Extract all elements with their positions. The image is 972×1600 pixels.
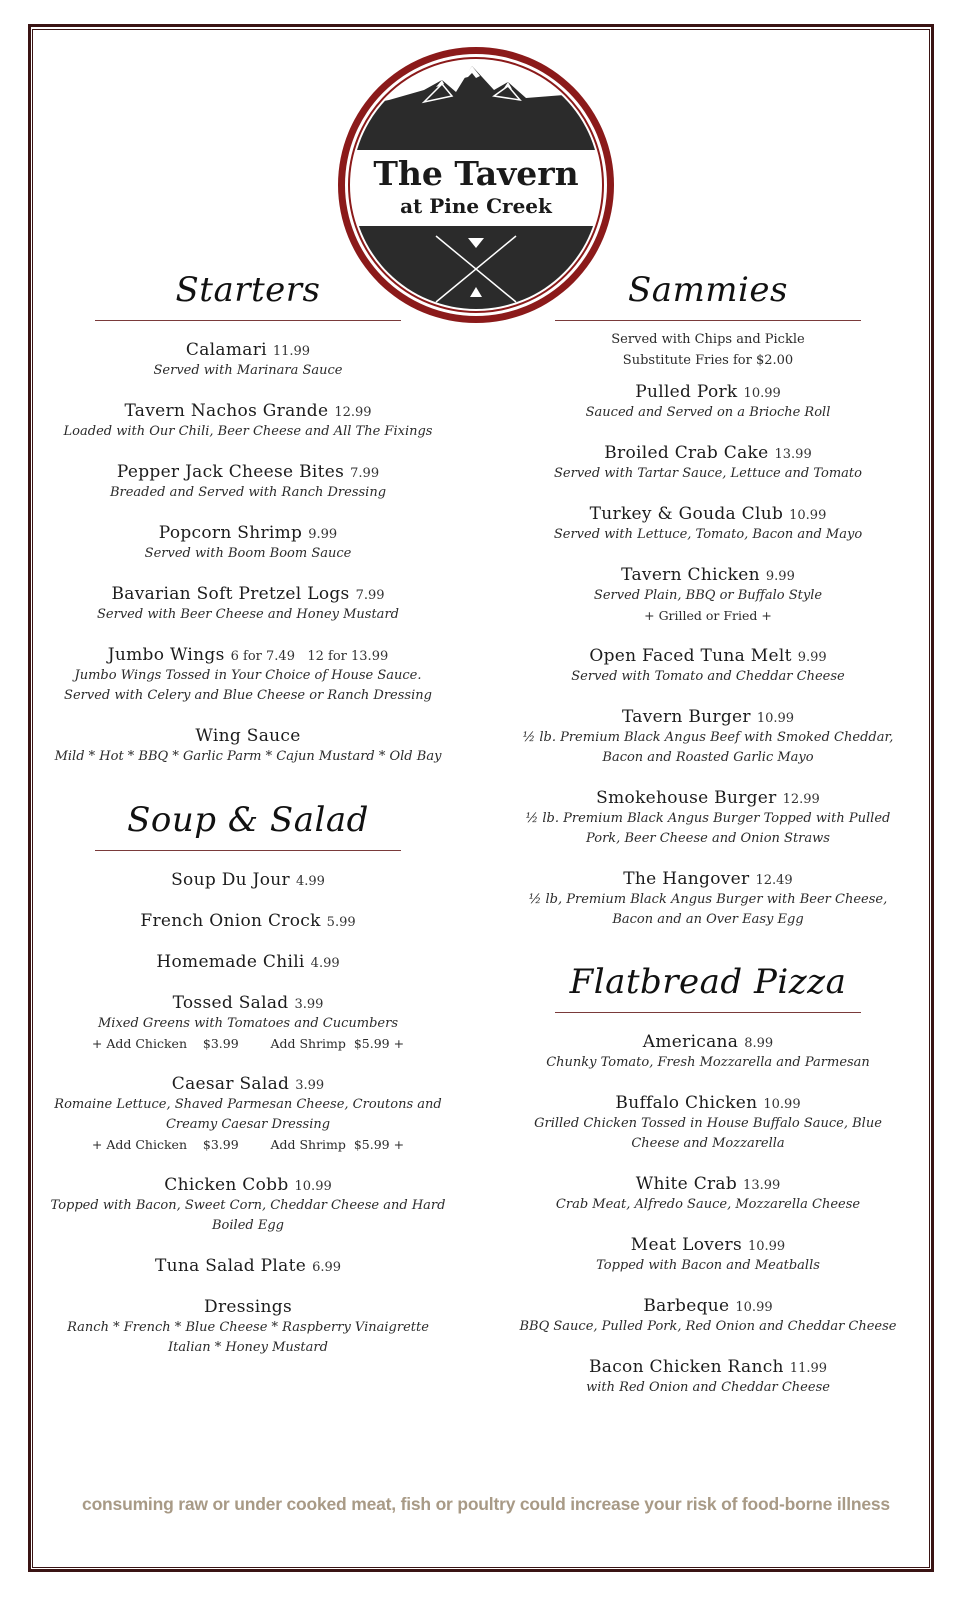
sammies-intro [512,329,904,371]
menu-item-description: Italian * Honey Mustard [168,1340,328,1355]
menu-item-name: Turkey & Gouda Club [589,504,784,524]
menu-item-name: Soup Du Jour [171,870,290,890]
menu-item-name: Tavern Burger [621,707,751,727]
menu-item-description: ½ lb, Premium Black Angus Burger with Beer Cheese, [528,892,888,907]
menu-item-description: Jumbo Wings Tossed in Your Choice of House Sauce. [74,668,422,683]
menu-item-heading [50,461,446,483]
menu-item [512,503,904,545]
menu-item-price: 10.99 [763,1097,801,1112]
menu-item-addon-note: + Grilled or Fried + [644,608,772,623]
menu-item [512,868,904,930]
menu-item-heading [512,1295,904,1317]
menu-item-name: Jumbo Wings [107,645,225,665]
sammies-list [512,381,904,930]
menu-item [512,645,904,687]
menu-item-price: 10.99 [756,711,795,726]
menu-item-heading [50,1255,446,1277]
menu-item-name: The Hangover [623,869,750,889]
menu-item-heading [512,1356,904,1378]
menu-item-price: 3.99 [294,997,324,1012]
menu-item-description: Sauced and Served on a Brioche Roll [585,405,831,420]
menu-item-name: Bacon Chicken Ranch [588,1357,784,1377]
menu-item-price: 9.99 [765,569,795,584]
menu-item-heading [50,522,446,544]
menu-item-price: 11.99 [272,344,311,359]
menu-item-heading [512,1234,904,1256]
menu-item [50,522,446,564]
menu-item-name: Homemade Chili [156,952,305,972]
section-divider [95,850,401,851]
menu-item [50,1073,446,1155]
menu-item-description: Served with Lettuce, Tomato, Bacon and Mayo [553,527,863,542]
food-safety-notice: consuming raw or under cooked meat, fish or poultry could increase your risk of food-borne illness [82,1494,890,1514]
menu-item [512,1295,904,1337]
menu-item-description: Served with Tomato and Cheddar Cheese [571,669,845,684]
pizza-section [512,954,904,1398]
menu-item-price: 10.99 [294,1179,332,1194]
menu-item-price: 9.99 [308,527,338,542]
menu-item-heading [50,1174,446,1196]
soup-salad-title: Soup & Salad [127,800,369,840]
logo-subtitle: at Pine Creek [400,194,552,218]
menu-item [50,1296,446,1358]
menu-item [50,992,446,1054]
menu-item-name: Barbeque [643,1296,730,1316]
menu-item [512,1234,904,1276]
menu-item-description: ½ lb. Premium Black Angus Burger Topped with Pulled [525,811,891,826]
menu-item-price: 10.99 [789,508,827,523]
menu-item-name: Popcorn Shrimp [158,523,303,543]
menu-item-name: Chicken Cobb [164,1175,289,1195]
menu-item [512,1092,904,1154]
menu-item-name: Buffalo Chicken [615,1093,758,1113]
menu-item-description: with Red Onion and Cheddar Cheese [586,1380,830,1395]
section-divider [555,320,861,321]
menu-item-description: Grilled Chicken Tossed in House Buffalo Sauce, Blue [534,1116,882,1131]
menu-item-name: Tavern Nachos Grande [124,401,329,421]
menu-item-heading [512,706,904,728]
menu-item-price: 9.99 [797,650,827,665]
menu-item-price: 6 for 7.49 12 for 13.99 [230,649,389,664]
menu-item-description: Served with Beer Cheese and Honey Mustard [97,607,399,622]
starters-title: Starters [175,270,321,310]
sammies-intro-line: Substitute Fries for $2.00 [622,353,794,368]
menu-item-description: Breaded and Served with Ranch Dressing [109,485,387,500]
menu-item-heading [50,869,446,891]
menu-item-heading [50,583,446,605]
menu-item-price: 7.99 [350,466,380,481]
menu-item-name: Tossed Salad [172,993,289,1013]
menu-item-description: Boiled Egg [212,1218,284,1233]
menu-item [50,951,446,973]
menu-item [512,442,904,484]
menu-item-name: Tuna Salad Plate [154,1256,307,1276]
menu-item [50,339,446,381]
menu-item-heading [50,339,446,361]
menu-item-heading [512,564,904,586]
menu-item-name: Broiled Crab Cake [604,443,769,463]
menu-item-heading [512,787,904,809]
menu-item-description: Cheese and Mozzarella [631,1136,785,1151]
menu-item-price: 4.99 [310,956,340,971]
starters-section [50,262,446,767]
menu-item-heading [512,442,904,464]
menu-item-name: French Onion Crock [140,911,321,931]
menu-item-description: Served Plain, BBQ or Buffalo Style [593,588,823,603]
menu-item-heading [512,381,904,403]
menu-item-price: 12.99 [334,405,372,420]
menu-item-heading [50,1296,446,1318]
menu-item-name: Tavern Chicken [621,565,760,585]
menu-item-addon-note: + Add Chicken $3.99 Add Shrimp $5.99 + [91,1036,405,1051]
menu-item-name: Open Faced Tuna Melt [589,646,792,666]
sammies-title: Sammies [628,270,788,310]
menu-item-price: 10.99 [743,386,781,401]
menu-item-price: 12.99 [782,792,820,807]
menu-item-heading [50,400,446,422]
menu-item-price: 4.99 [295,874,325,889]
menu-item [512,1031,904,1073]
menu-item-heading [512,868,904,890]
menu-item-description: Romaine Lettuce, Shaved Parmesan Cheese, Croutons and [54,1097,442,1112]
menu-item-heading [50,1073,446,1095]
menu-item-description: Topped with Bacon and Meatballs [596,1258,820,1273]
menu-item-name: Wing Sauce [195,726,301,746]
menu-item-name: Calamari [185,340,267,360]
soup-salad-list [50,869,446,1358]
menu-item-price: 13.99 [743,1178,781,1193]
menu-item-heading [50,910,446,932]
menu-item-heading [50,992,446,1014]
menu-item-description: Bacon and Roasted Garlic Mayo [602,750,814,765]
menu-item-description: Ranch * French * Blue Cheese * Raspberry Vinaigrette [67,1320,429,1335]
menu-item-name: White Crab [635,1174,738,1194]
soup-salad-section [50,792,446,1358]
menu-item-name: Caesar Salad [171,1074,290,1094]
menu-item-heading [50,725,446,747]
menu-item-price: 5.99 [326,915,356,930]
menu-item [50,910,446,932]
menu-item [512,564,904,626]
menu-item [50,1174,446,1236]
menu-item-price: 10.99 [735,1300,773,1315]
menu-item-name: Pepper Jack Cheese Bites [116,462,345,482]
menu-item [50,583,446,625]
menu-item-description: Served with Boom Boom Sauce [144,546,352,561]
sammies-section [512,262,904,930]
menu-item-price: 10.99 [747,1239,786,1254]
menu-item [512,381,904,423]
starters-list [50,339,446,767]
menu-item-heading [512,1173,904,1195]
menu-item-description: Served with Tartar Sauce, Lettuce and Tomato [554,466,862,481]
pizza-title: Flatbread Pizza [569,962,847,1002]
menu-item [512,1173,904,1215]
sammies-intro-line: Served with Chips and Pickle [611,332,805,347]
menu-item-description: Served with Marinara Sauce [153,363,343,378]
menu-item [50,400,446,442]
menu-item-name: Dressings [204,1297,292,1317]
menu-item [50,644,446,706]
menu-item-heading [512,645,904,667]
section-divider [555,1012,861,1013]
pizza-list [512,1031,904,1398]
menu-item-description: Bacon and an Over Easy Egg [612,912,804,927]
menu-item-description: ½ lb. Premium Black Angus Beef with Smoked Cheddar, [522,730,894,745]
menu-item-description: Chunky Tomato, Fresh Mozzarella and Parmesan [546,1055,870,1070]
menu-item-name: Americana [642,1032,739,1052]
menu-item-price: 3.99 [295,1078,325,1093]
menu-item [50,1255,446,1277]
menu-item-description: Creamy Caesar Dressing [165,1117,331,1132]
menu-item-description: Mixed Greens with Tomatoes and Cucumbers [97,1016,398,1031]
menu-item-price: 13.99 [774,447,812,462]
menu-item-name: Pulled Pork [635,382,738,402]
menu-item-price: 11.99 [789,1361,828,1376]
menu-item-description: Served with Celery and Blue Cheese or Ranch Dressing [64,688,432,703]
menu-item-price: 7.99 [355,588,385,603]
menu-item-description: Mild * Hot * BBQ * Garlic Parm * Cajun Mustard * Old Bay [54,749,442,764]
menu-item [50,461,446,503]
menu-item-name: Meat Lovers [630,1235,742,1255]
menu-item-description: BBQ Sauce, Pulled Pork, Red Onion and Cheddar Cheese [519,1319,897,1334]
menu-item-price: 12.49 [755,873,793,888]
menu-item-description: Crab Meat, Alfredo Sauce, Mozzarella Cheese [555,1197,861,1212]
menu-item-heading [50,644,446,666]
menu-item-description: Topped with Bacon, Sweet Corn, Cheddar Cheese and Hard [50,1198,446,1213]
menu-item [50,869,446,891]
menu-item-price: 8.99 [744,1036,774,1051]
menu-item [512,787,904,849]
menu-item-description: Loaded with Our Chili, Beer Cheese and All The Fixings [63,424,433,439]
menu-item-heading [512,1092,904,1114]
menu-item-addon-note: + Add Chicken $3.99 Add Shrimp $5.99 + [91,1137,405,1152]
menu-item [512,706,904,768]
section-divider [95,320,401,321]
menu-item [512,1356,904,1398]
menu-item-heading [512,1031,904,1053]
menu-item [50,725,446,767]
menu-item-price: 6.99 [312,1260,342,1275]
menu-item-heading [512,503,904,525]
menu-item-name: Smokehouse Burger [596,788,777,808]
logo-title: The Tavern [373,154,579,193]
menu-item-name: Bavarian Soft Pretzel Logs [111,584,350,604]
menu-item-heading [50,951,446,973]
menu-item-description: Pork, Beer Cheese and Onion Straws [586,831,830,846]
